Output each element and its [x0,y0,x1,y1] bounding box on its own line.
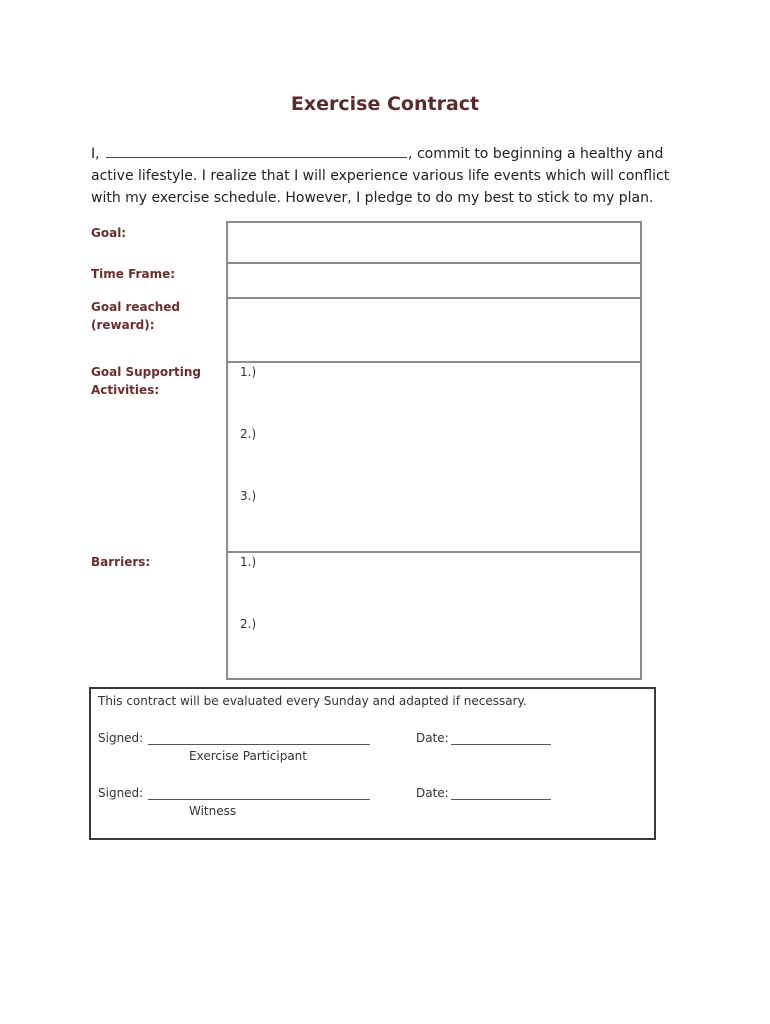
witness-date-line[interactable] [451,799,551,800]
barrier-item: 2.) [240,617,257,631]
witness-signed-label: Signed: [98,786,144,800]
supporting-item: 2.) [240,427,257,441]
signature-box [89,687,656,840]
intro-body: active lifestyle. I realize that I will experience various life events which will conflict with my exercise schedule. However, I pledge to do my best to stick to my plan. [91,168,670,206]
participant-date-line[interactable] [451,744,551,745]
intro-first-line [91,143,691,165]
supporting-item: 1.) [240,365,257,379]
supporting-activities-label [91,363,216,399]
goal-reached-label-line1: Goal reached [91,300,181,314]
goal-reward-field[interactable] [226,297,642,363]
participant-date-label: Date: [416,731,449,745]
witness-date-label: Date: [416,786,449,800]
goal-reached-label-line2: (reward): [91,318,155,332]
document-title: Exercise Contract [290,93,480,115]
supporting-item: 3.) [240,489,257,503]
time-frame-field[interactable] [226,262,642,299]
barriers-label: Barriers: [91,555,151,569]
participant-signed-label: Signed: [98,731,144,745]
supporting-activities-field[interactable] [226,361,642,553]
witness-caption: Witness [189,804,237,818]
barriers-field[interactable] [226,551,642,680]
witness-signature-line[interactable] [148,799,370,800]
time-frame-label: Time Frame: [91,267,176,281]
participant-caption: Exercise Participant [189,749,307,763]
participant-name-field[interactable] [106,143,407,158]
barrier-item: 1.) [240,555,257,569]
goal-reached-label [91,298,216,334]
supporting-label-line2: Activities: [91,383,160,397]
intro-prefix: I, [91,146,100,162]
goal-field[interactable] [226,221,642,264]
contract-intro [91,143,691,209]
evaluation-note: This contract will be evaluated every Sunday and adapted if necessary. [98,694,527,708]
intro-first-line-suffix: , commit to beginning a healthy and [408,146,664,162]
goal-label: Goal: [91,226,127,240]
supporting-label-line1: Goal Supporting [91,365,201,379]
participant-signature-line[interactable] [148,744,370,745]
